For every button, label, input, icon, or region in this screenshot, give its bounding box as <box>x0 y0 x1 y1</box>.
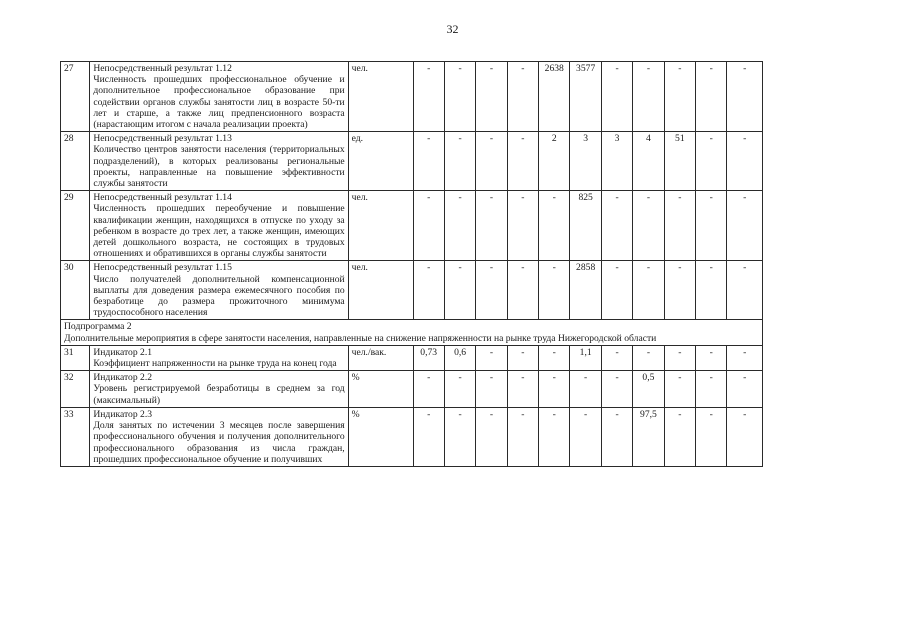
unit-cell: чел./вак. <box>348 345 413 370</box>
row-number: 29 <box>61 191 90 261</box>
value-cell: - <box>444 261 475 320</box>
value-cell: - <box>696 261 727 320</box>
value-cell: - <box>633 191 664 261</box>
value-cell: - <box>413 132 444 191</box>
value-cell: 3 <box>570 132 601 191</box>
value-cell: - <box>664 191 695 261</box>
unit-cell: чел. <box>348 261 413 320</box>
subprogram-label: Подпрограмма 2 <box>64 321 132 333</box>
row-number: 31 <box>61 345 90 370</box>
indicator-description <box>90 62 348 132</box>
value-cell: 1,1 <box>570 345 601 370</box>
value-cell: - <box>664 345 695 370</box>
unit-cell: % <box>348 407 413 466</box>
subprogram-row <box>61 320 763 345</box>
value-cell: - <box>696 345 727 370</box>
indicator-description <box>90 407 348 466</box>
indicator-description <box>90 345 348 370</box>
indicator-description <box>90 191 348 261</box>
value-cell: - <box>696 191 727 261</box>
unit-cell: % <box>348 371 413 408</box>
value-cell: - <box>507 191 538 261</box>
indicator-text: Численность прошедших профессиональное обучение и дополнительное профессиональное образование при содействии органов службы занятости лиц в возрасте 50-ти лет и старше, а также лиц предпенсионного возраста (нарастающим итогом с начала реализации проекта) <box>93 74 345 131</box>
value-cell: - <box>476 407 507 466</box>
value-cell: - <box>444 132 475 191</box>
value-cell: - <box>507 345 538 370</box>
indicator-title: Индикатор 2.2 <box>93 372 153 384</box>
value-cell: 0,5 <box>633 371 664 408</box>
row-number: 30 <box>61 261 90 320</box>
value-cell: - <box>601 371 632 408</box>
row-number: 33 <box>61 407 90 466</box>
value-cell: - <box>664 62 695 132</box>
value-cell: - <box>633 345 664 370</box>
value-cell: - <box>727 345 763 370</box>
value-cell: - <box>413 371 444 408</box>
value-cell: - <box>633 62 664 132</box>
unit-cell: чел. <box>348 191 413 261</box>
subprogram-cell <box>61 320 763 345</box>
indicator-title: Непосредственный результат 1.12 <box>93 63 232 74</box>
row-number: 28 <box>61 132 90 191</box>
table-row <box>61 191 763 261</box>
value-cell: 0,73 <box>413 345 444 370</box>
value-cell: - <box>601 191 632 261</box>
value-cell: 97,5 <box>633 407 664 466</box>
indicator-description <box>90 371 348 408</box>
value-cell: - <box>601 407 632 466</box>
value-cell: - <box>727 62 763 132</box>
value-cell: - <box>539 407 570 466</box>
value-cell: 2638 <box>539 62 570 132</box>
page-number: 32 <box>446 22 459 36</box>
subprogram-section <box>61 320 763 345</box>
value-cell: - <box>444 62 475 132</box>
value-cell: - <box>696 62 727 132</box>
value-cell: - <box>413 191 444 261</box>
indicator-text: Количество центров занятости населения (территориальных подразделений), в которых реализованы региональные проекты, направленные на повышение эффективности службы занятости <box>93 144 345 190</box>
value-cell: - <box>413 261 444 320</box>
value-cell: 51 <box>664 132 695 191</box>
value-cell: - <box>476 132 507 191</box>
subprogram-title: Дополнительные мероприятия в сфере занятости населения, направленные на снижение напряженности на рынке труда Нижегородской области <box>64 332 657 344</box>
value-cell: 2 <box>539 132 570 191</box>
unit-cell: ед. <box>348 132 413 191</box>
value-cell: - <box>696 132 727 191</box>
value-cell: - <box>507 371 538 408</box>
value-cell: 3 <box>601 132 632 191</box>
value-cell: - <box>413 407 444 466</box>
table-row <box>61 371 763 408</box>
row-number: 32 <box>61 371 90 408</box>
value-cell: - <box>507 407 538 466</box>
value-cell: - <box>539 371 570 408</box>
value-cell: - <box>727 191 763 261</box>
value-cell: - <box>601 345 632 370</box>
value-cell: - <box>664 407 695 466</box>
indicator-title: Непосредственный результат 1.14 <box>93 192 232 204</box>
indicator-text: Число получателей дополнительной компенсационной выплаты для доведения размера ежемесячного пособия по безработице до размера прожиточного минимума трудоспособного населения <box>93 273 345 319</box>
table-body-subprogram-2 <box>61 345 763 466</box>
indicator-text: Коэффициент напряженности на рынке труда на конец года <box>93 358 337 370</box>
value-cell: 825 <box>570 191 601 261</box>
value-cell: - <box>476 371 507 408</box>
table-body-subprogram-1 <box>61 62 763 320</box>
value-cell: - <box>413 62 444 132</box>
table-row <box>61 407 763 466</box>
value-cell: - <box>727 132 763 191</box>
value-cell: - <box>507 62 538 132</box>
indicator-title: Индикатор 2.3 <box>93 408 153 420</box>
indicators-table <box>60 61 763 467</box>
value-cell: - <box>570 407 601 466</box>
value-cell: 2858 <box>570 261 601 320</box>
indicator-title: Индикатор 2.1 <box>93 346 153 358</box>
value-cell: - <box>539 261 570 320</box>
value-cell: - <box>444 191 475 261</box>
value-cell: - <box>696 371 727 408</box>
indicator-text: Численность прошедших переобучение и повышение квалификации женщин, находящихся в отпуске по уходу за ребенком в возрасте до трех лет, а также женщин, имеющих детей дошкольного возраста, не состоящих в трудовых отношениях и обратившихся в органы службы занятости <box>93 203 345 260</box>
indicator-description <box>90 261 348 320</box>
indicator-text: Уровень регистрируемой безработицы в среднем за год (максимальный) <box>93 383 345 406</box>
indicator-title: Непосредственный результат 1.13 <box>93 133 232 145</box>
value-cell: - <box>507 132 538 191</box>
indicator-text: Доля занятых по истечении 3 месяцев после завершения профессионального обучения и получения дополнительного профессионального образования из числа граждан, прошедших профессиональное обучение и получивших <box>93 420 345 465</box>
value-cell: - <box>664 261 695 320</box>
value-cell: - <box>696 407 727 466</box>
indicator-title: Непосредственный результат 1.15 <box>93 262 232 274</box>
value-cell: - <box>476 345 507 370</box>
value-cell: - <box>539 345 570 370</box>
value-cell: - <box>664 371 695 408</box>
value-cell: - <box>727 407 763 466</box>
value-cell: - <box>633 261 664 320</box>
value-cell: 3577 <box>570 62 601 132</box>
value-cell: 0,6 <box>444 345 475 370</box>
value-cell: - <box>476 261 507 320</box>
value-cell: - <box>476 62 507 132</box>
value-cell: - <box>444 371 475 408</box>
value-cell: - <box>601 261 632 320</box>
value-cell: - <box>570 371 601 408</box>
unit-cell: чел. <box>348 62 413 132</box>
value-cell: - <box>601 62 632 132</box>
table-row <box>61 345 763 370</box>
value-cell: - <box>727 261 763 320</box>
value-cell: - <box>539 191 570 261</box>
table-row <box>61 62 763 132</box>
value-cell: - <box>444 407 475 466</box>
value-cell: - <box>727 371 763 408</box>
table-row <box>61 132 763 191</box>
indicator-description <box>90 132 348 191</box>
value-cell: - <box>507 261 538 320</box>
row-number: 27 <box>61 62 90 132</box>
table-row <box>61 261 763 320</box>
value-cell: - <box>476 191 507 261</box>
value-cell: 4 <box>633 132 664 191</box>
